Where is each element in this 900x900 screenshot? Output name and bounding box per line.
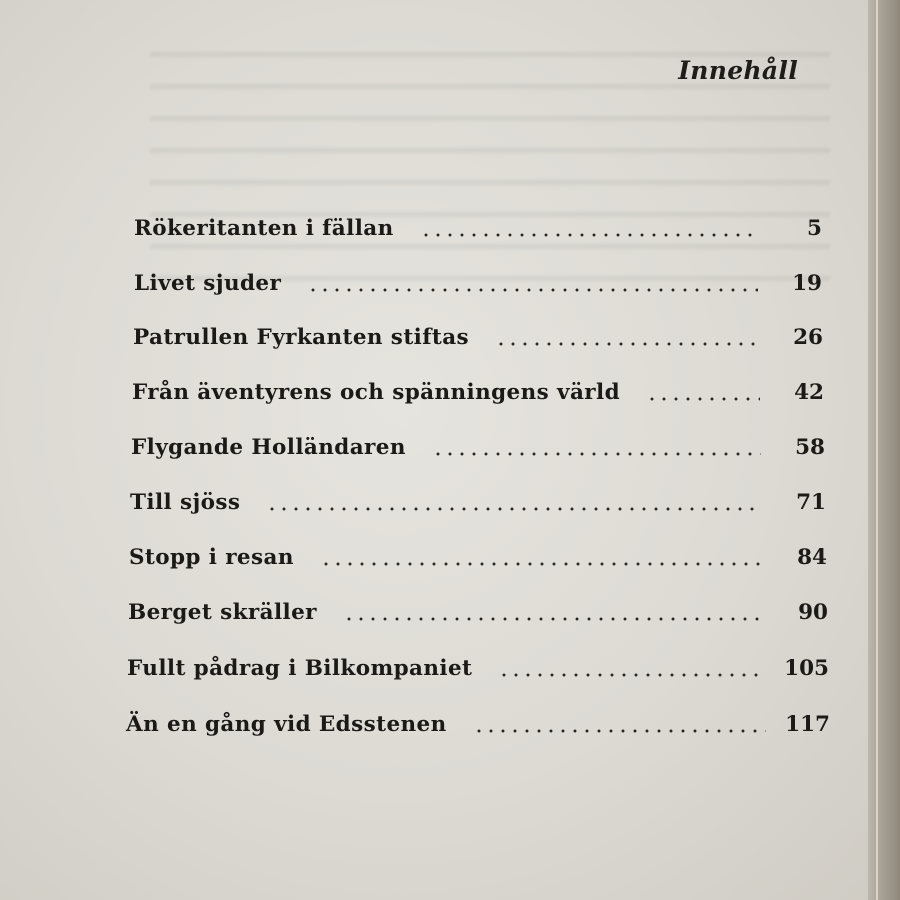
toc-entry bbox=[133, 320, 823, 354]
toc-entry-title: Fullt pådrag i Bilkompaniet bbox=[127, 655, 473, 681]
toc-entry-page: 117 bbox=[785, 711, 830, 737]
dot-leader bbox=[320, 562, 763, 566]
toc-entry bbox=[130, 485, 826, 519]
toc-entry bbox=[132, 375, 824, 409]
toc-entry-page: 19 bbox=[792, 270, 822, 296]
dot-leader bbox=[307, 288, 758, 292]
toc-entry-page: 5 bbox=[807, 215, 822, 241]
toc-entry-title: Berget skräller bbox=[128, 599, 317, 625]
toc-entry bbox=[126, 707, 830, 741]
toc-entry-page: 26 bbox=[793, 324, 823, 350]
dot-leader bbox=[473, 729, 766, 733]
dot-leader bbox=[498, 673, 765, 677]
toc-entry bbox=[134, 211, 822, 245]
dot-leader bbox=[343, 617, 764, 621]
dot-leader bbox=[266, 507, 762, 511]
dot-leader bbox=[432, 452, 761, 456]
page-edge bbox=[868, 0, 900, 900]
toc-entry-page: 84 bbox=[797, 544, 827, 570]
toc-entry-title: Rökeritanten i fällan bbox=[134, 215, 394, 241]
toc-entry-title: Livet sjuder bbox=[134, 270, 282, 296]
toc-entry bbox=[131, 430, 825, 464]
page-edge-line bbox=[876, 0, 878, 900]
page-heading: Innehåll bbox=[678, 56, 798, 85]
toc-entry-title: Än en gång vid Edsstenen bbox=[126, 711, 447, 737]
toc-entry-page: 90 bbox=[798, 599, 828, 625]
dot-leader bbox=[646, 397, 760, 401]
toc-entry-page: 71 bbox=[796, 489, 826, 515]
toc-entry-page: 42 bbox=[794, 379, 824, 405]
toc-entry-title: Patrullen Fyrkanten stiftas bbox=[133, 324, 470, 350]
dot-leader bbox=[420, 233, 758, 237]
toc-entry-page: 105 bbox=[784, 655, 829, 681]
toc-entry bbox=[129, 540, 827, 574]
dot-leader bbox=[495, 342, 759, 346]
toc-entry-title: Från äventyrens och spänningens värld bbox=[132, 379, 621, 405]
toc-entry-title: Till sjöss bbox=[130, 489, 241, 515]
toc-entry-title: Flygande Holländaren bbox=[131, 434, 406, 460]
toc-entry bbox=[128, 595, 828, 629]
toc-entry bbox=[134, 266, 822, 300]
toc-entry bbox=[127, 651, 829, 685]
toc-entry-title: Stopp i resan bbox=[129, 544, 294, 570]
toc-entry-page: 58 bbox=[795, 434, 825, 460]
